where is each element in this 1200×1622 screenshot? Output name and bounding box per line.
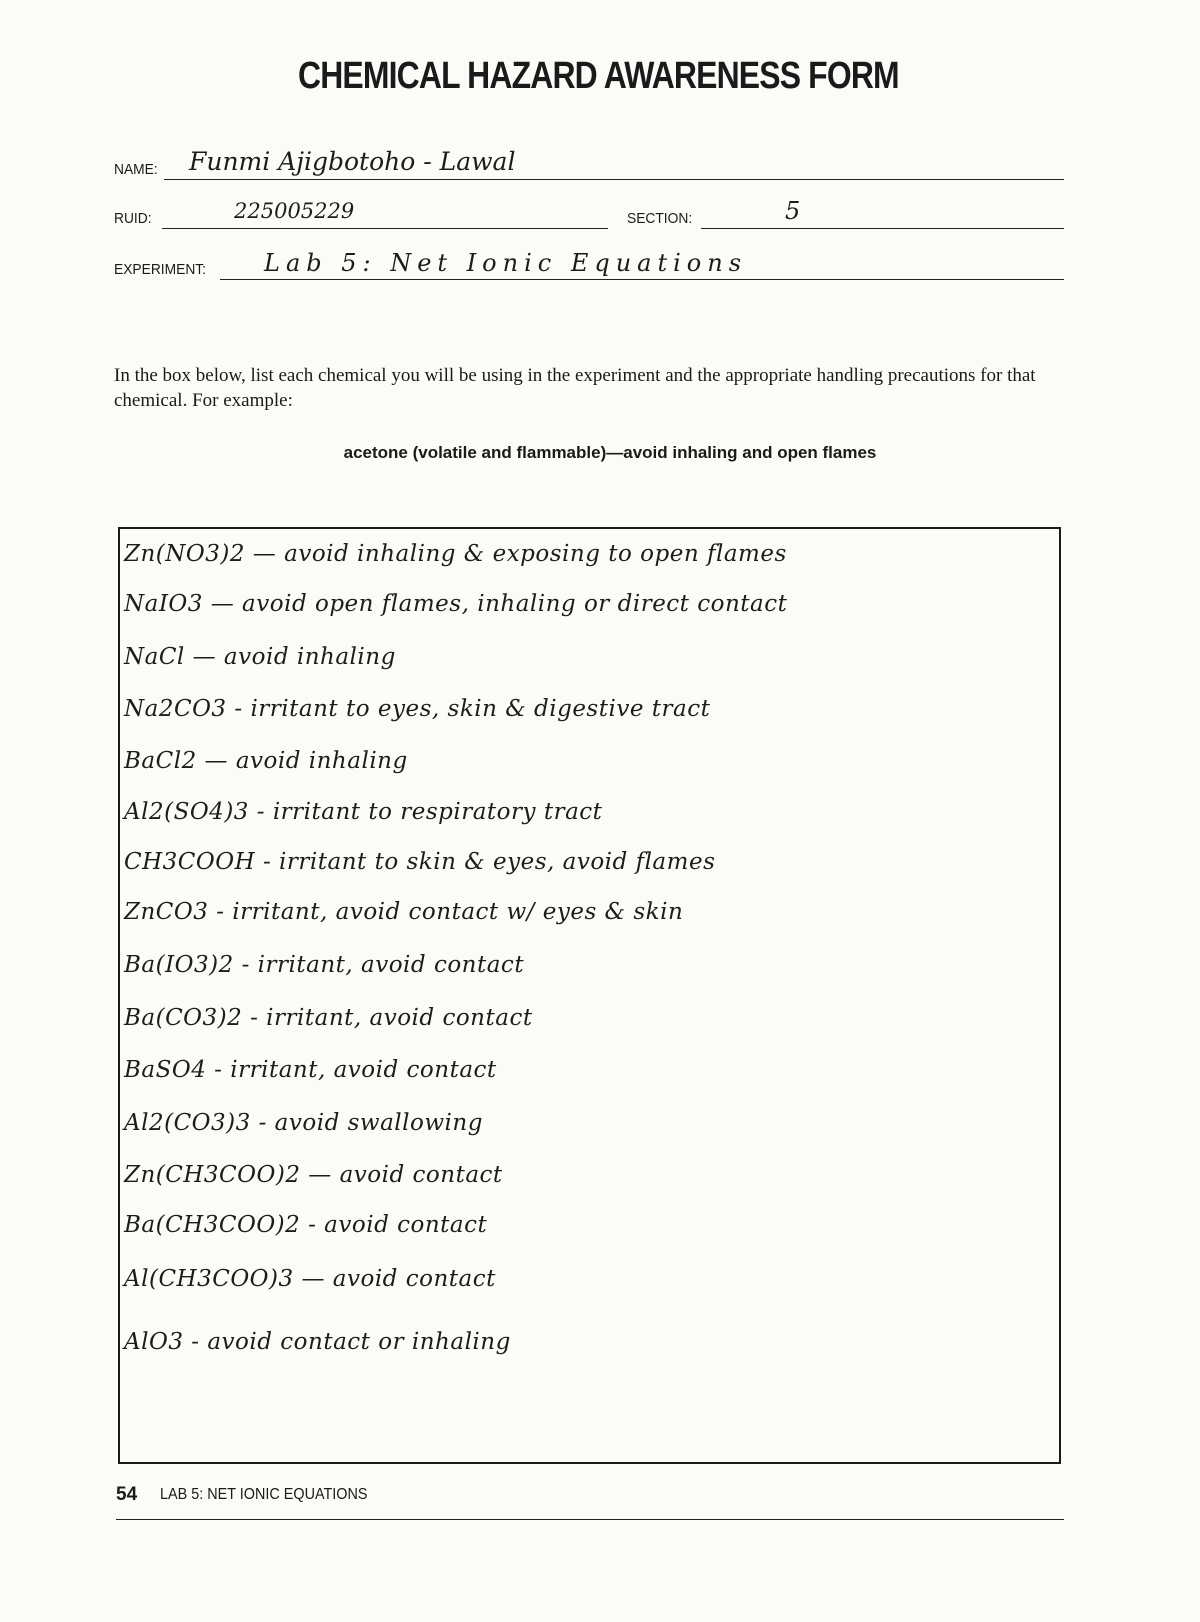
chemical-entry: Ba(CH3COO)2 - avoid contact: [124, 1212, 488, 1238]
name-value: Funmi Ajigbotoho - Lawal: [189, 147, 516, 176]
chemical-entry: Ba(IO3)2 - irritant, avoid contact: [124, 952, 525, 978]
chemical-entry: Zn(CH3COO)2 — avoid contact: [124, 1162, 503, 1188]
name-label: NAME:: [114, 161, 158, 178]
ruid-field[interactable]: [114, 199, 614, 229]
form-title: CHEMICAL HAZARD AWARENESS FORM: [297, 55, 899, 97]
chemical-entry: Zn(NO3)2 — avoid inhaling & exposing to open flames: [124, 541, 787, 567]
experiment-field[interactable]: [114, 250, 1064, 280]
chemical-entry: CH3COOH - irritant to skin & eyes, avoid flames: [124, 849, 716, 875]
chemical-entry: Al2(SO4)3 - irritant to respiratory tract: [124, 799, 603, 825]
ruid-label: RUID:: [114, 210, 152, 227]
chemical-entry: ZnCO3 - irritant, avoid contact w/ eyes & skin: [124, 899, 684, 925]
chemical-entry: BaCl2 — avoid inhaling: [124, 748, 408, 774]
page-number: 54: [116, 1484, 138, 1505]
footer-divider: [116, 1519, 1064, 1520]
chemical-list-box[interactable]: [118, 527, 1061, 1464]
experiment-value: Lab 5: Net Ionic Equations: [264, 249, 748, 277]
chemical-entry: Na2CO3 - irritant to eyes, skin & digestive tract: [124, 696, 711, 722]
ruid-line: [162, 228, 608, 229]
section-field[interactable]: [627, 199, 1064, 229]
name-field[interactable]: [114, 147, 1064, 180]
experiment-label: EXPERIMENT:: [114, 261, 207, 278]
footer-lab-title: LAB 5: NET IONIC EQUATIONS: [160, 1486, 368, 1503]
name-line: [164, 179, 1064, 180]
instructions-text: In the box below, list each chemical you will be using in the experiment and the appropriate handling precautions for that chemical. For example:: [114, 365, 1036, 411]
experiment-line: [220, 279, 1064, 280]
section-label: SECTION:: [627, 210, 693, 227]
example-text: acetone (volatile and flammable)—avoid inhaling and open flames: [343, 443, 877, 462]
chemical-entry: Al(CH3COO)3 — avoid contact: [124, 1266, 496, 1292]
chemical-entry: AlO3 - avoid contact or inhaling: [124, 1329, 511, 1355]
section-value: 5: [785, 197, 801, 225]
chemical-entry: BaSO4 - irritant, avoid contact: [124, 1057, 497, 1083]
ruid-value: 225005229: [234, 199, 355, 223]
chemical-entry: Al2(CO3)3 - avoid swallowing: [124, 1110, 483, 1136]
section-line: [701, 228, 1064, 229]
chemical-entry: NaCl — avoid inhaling: [124, 644, 396, 670]
chemical-entry: NaIO3 — avoid open flames, inhaling or direct contact: [124, 591, 788, 617]
chemical-entry: Ba(CO3)2 - irritant, avoid contact: [124, 1005, 533, 1031]
